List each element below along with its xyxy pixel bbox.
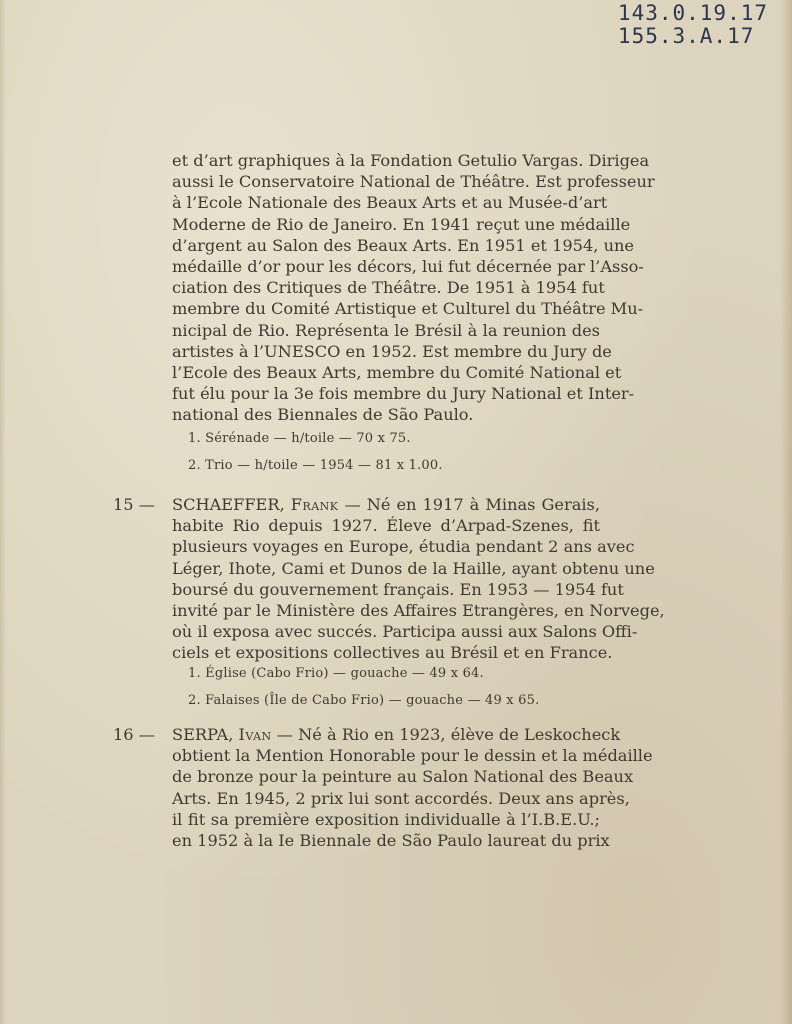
entry-heading-line <box>172 724 621 745</box>
page-edge-right <box>780 0 792 1024</box>
annotation-line-1: 143.0.19.17 <box>617 1 768 25</box>
text-line: où il exposa avec succés. Participa aussi aux Salons Offi- <box>172 622 638 642</box>
paragraph-continuation <box>172 150 655 426</box>
handwritten-annotation <box>618 2 768 48</box>
text-line: habite Rio depuis 1927. Éleve d’Arpad-Szenes, fit <box>172 516 600 536</box>
entry-16-biography <box>172 724 653 851</box>
text-line: à l’Ecole Nationale des Beaux Arts et au Musée-d’art <box>172 193 608 213</box>
text-line: boursé du gouvernement français. En 1953 — 1954 fut <box>172 579 624 599</box>
work-item: 1. Église (Cabo Frio) — gouache — 49 x 64. <box>188 666 484 681</box>
text-line: en 1952 à la Ie Biennale de São Paulo laureat du prix <box>172 831 610 851</box>
text-line: Arts. En 1945, 2 prix lui sont accordés. Deux ans après, <box>172 788 630 808</box>
text-line: national des Biennales de São Paulo. <box>172 405 474 425</box>
work-item: 2. Falaises (Île de Cabo Frio) — gouache — 49 x 65. <box>188 693 540 708</box>
artist-firstname: Ivan <box>238 725 272 744</box>
text-fragment: — Né en 1917 à Minas Gerais, <box>338 495 601 514</box>
text-line: d’argent au Salon des Beaux Arts. En 1951 et 1954, une <box>172 235 634 255</box>
text-line: Léger, Ihote, Cami et Dunos de la Haille, ayant obtenu une <box>172 558 655 578</box>
text-line: médaille d’or pour les décors, lui fut décernée par l’Asso- <box>172 257 644 277</box>
artist-surname: SERPA, <box>172 725 239 744</box>
text-line: membre du Comité Artistique et Culturel du Théâtre Mu- <box>172 299 644 319</box>
text-line: et d’art graphiques à la Fondation Getulio Vargas. Dirigea <box>172 151 650 170</box>
artist-firstname: Frank <box>290 495 339 514</box>
text-line: artistes à l’UNESCO en 1952. Est membre du Jury de <box>172 341 612 361</box>
text-line: l’Ecole des Beaux Arts, membre du Comité National et <box>172 363 622 383</box>
text-line: aussi le Conservatoire National de Théâtre. Est professeur <box>172 172 655 192</box>
artist-surname: SCHAEFFER, <box>172 495 291 514</box>
text-line: obtient la Mention Honorable pour le dessin et la médaille <box>172 746 653 766</box>
page-edge-left <box>0 0 6 1024</box>
text-line: fut élu pour la 3e fois membre du Jury National et Inter- <box>172 384 635 404</box>
text-line: invité par le Ministère des Affaires Etrangères, en Norvege, <box>172 601 665 621</box>
annotation-line-2: 155.3.A.17 <box>617 24 755 48</box>
entry-number: 15 — <box>113 495 155 514</box>
text-line: il fit sa première exposition individualle à l’I.B.E.U.; <box>172 809 600 829</box>
text-fragment: — Né à Rio en 1923, élève de Leskocheck <box>271 725 621 744</box>
entry-15-biography <box>172 494 665 664</box>
text-line: ciation des Critiques de Théâtre. De 1951 à 1954 fut <box>172 278 605 298</box>
text-line: Moderne de Rio de Janeiro. En 1941 reçut une médaille <box>172 214 631 234</box>
entry-heading-line <box>172 494 600 515</box>
text-line: nicipal de Rio. Représenta le Brésil à la reunion des <box>172 320 600 340</box>
entry-number: 16 — <box>113 725 155 744</box>
text-line: de bronze pour la peinture au Salon National des Beaux <box>172 767 634 787</box>
text-line: plusieurs voyages en Europe, étudia pendant 2 ans avec <box>172 537 635 557</box>
text-line: ciels et expositions collectives au Brésil et en France. <box>172 643 613 663</box>
work-item: 2. Trio — h/toile — 1954 — 81 x 1.00. <box>188 458 443 473</box>
work-item: 1. Sérénade — h/toile — 70 x 75. <box>188 431 411 446</box>
